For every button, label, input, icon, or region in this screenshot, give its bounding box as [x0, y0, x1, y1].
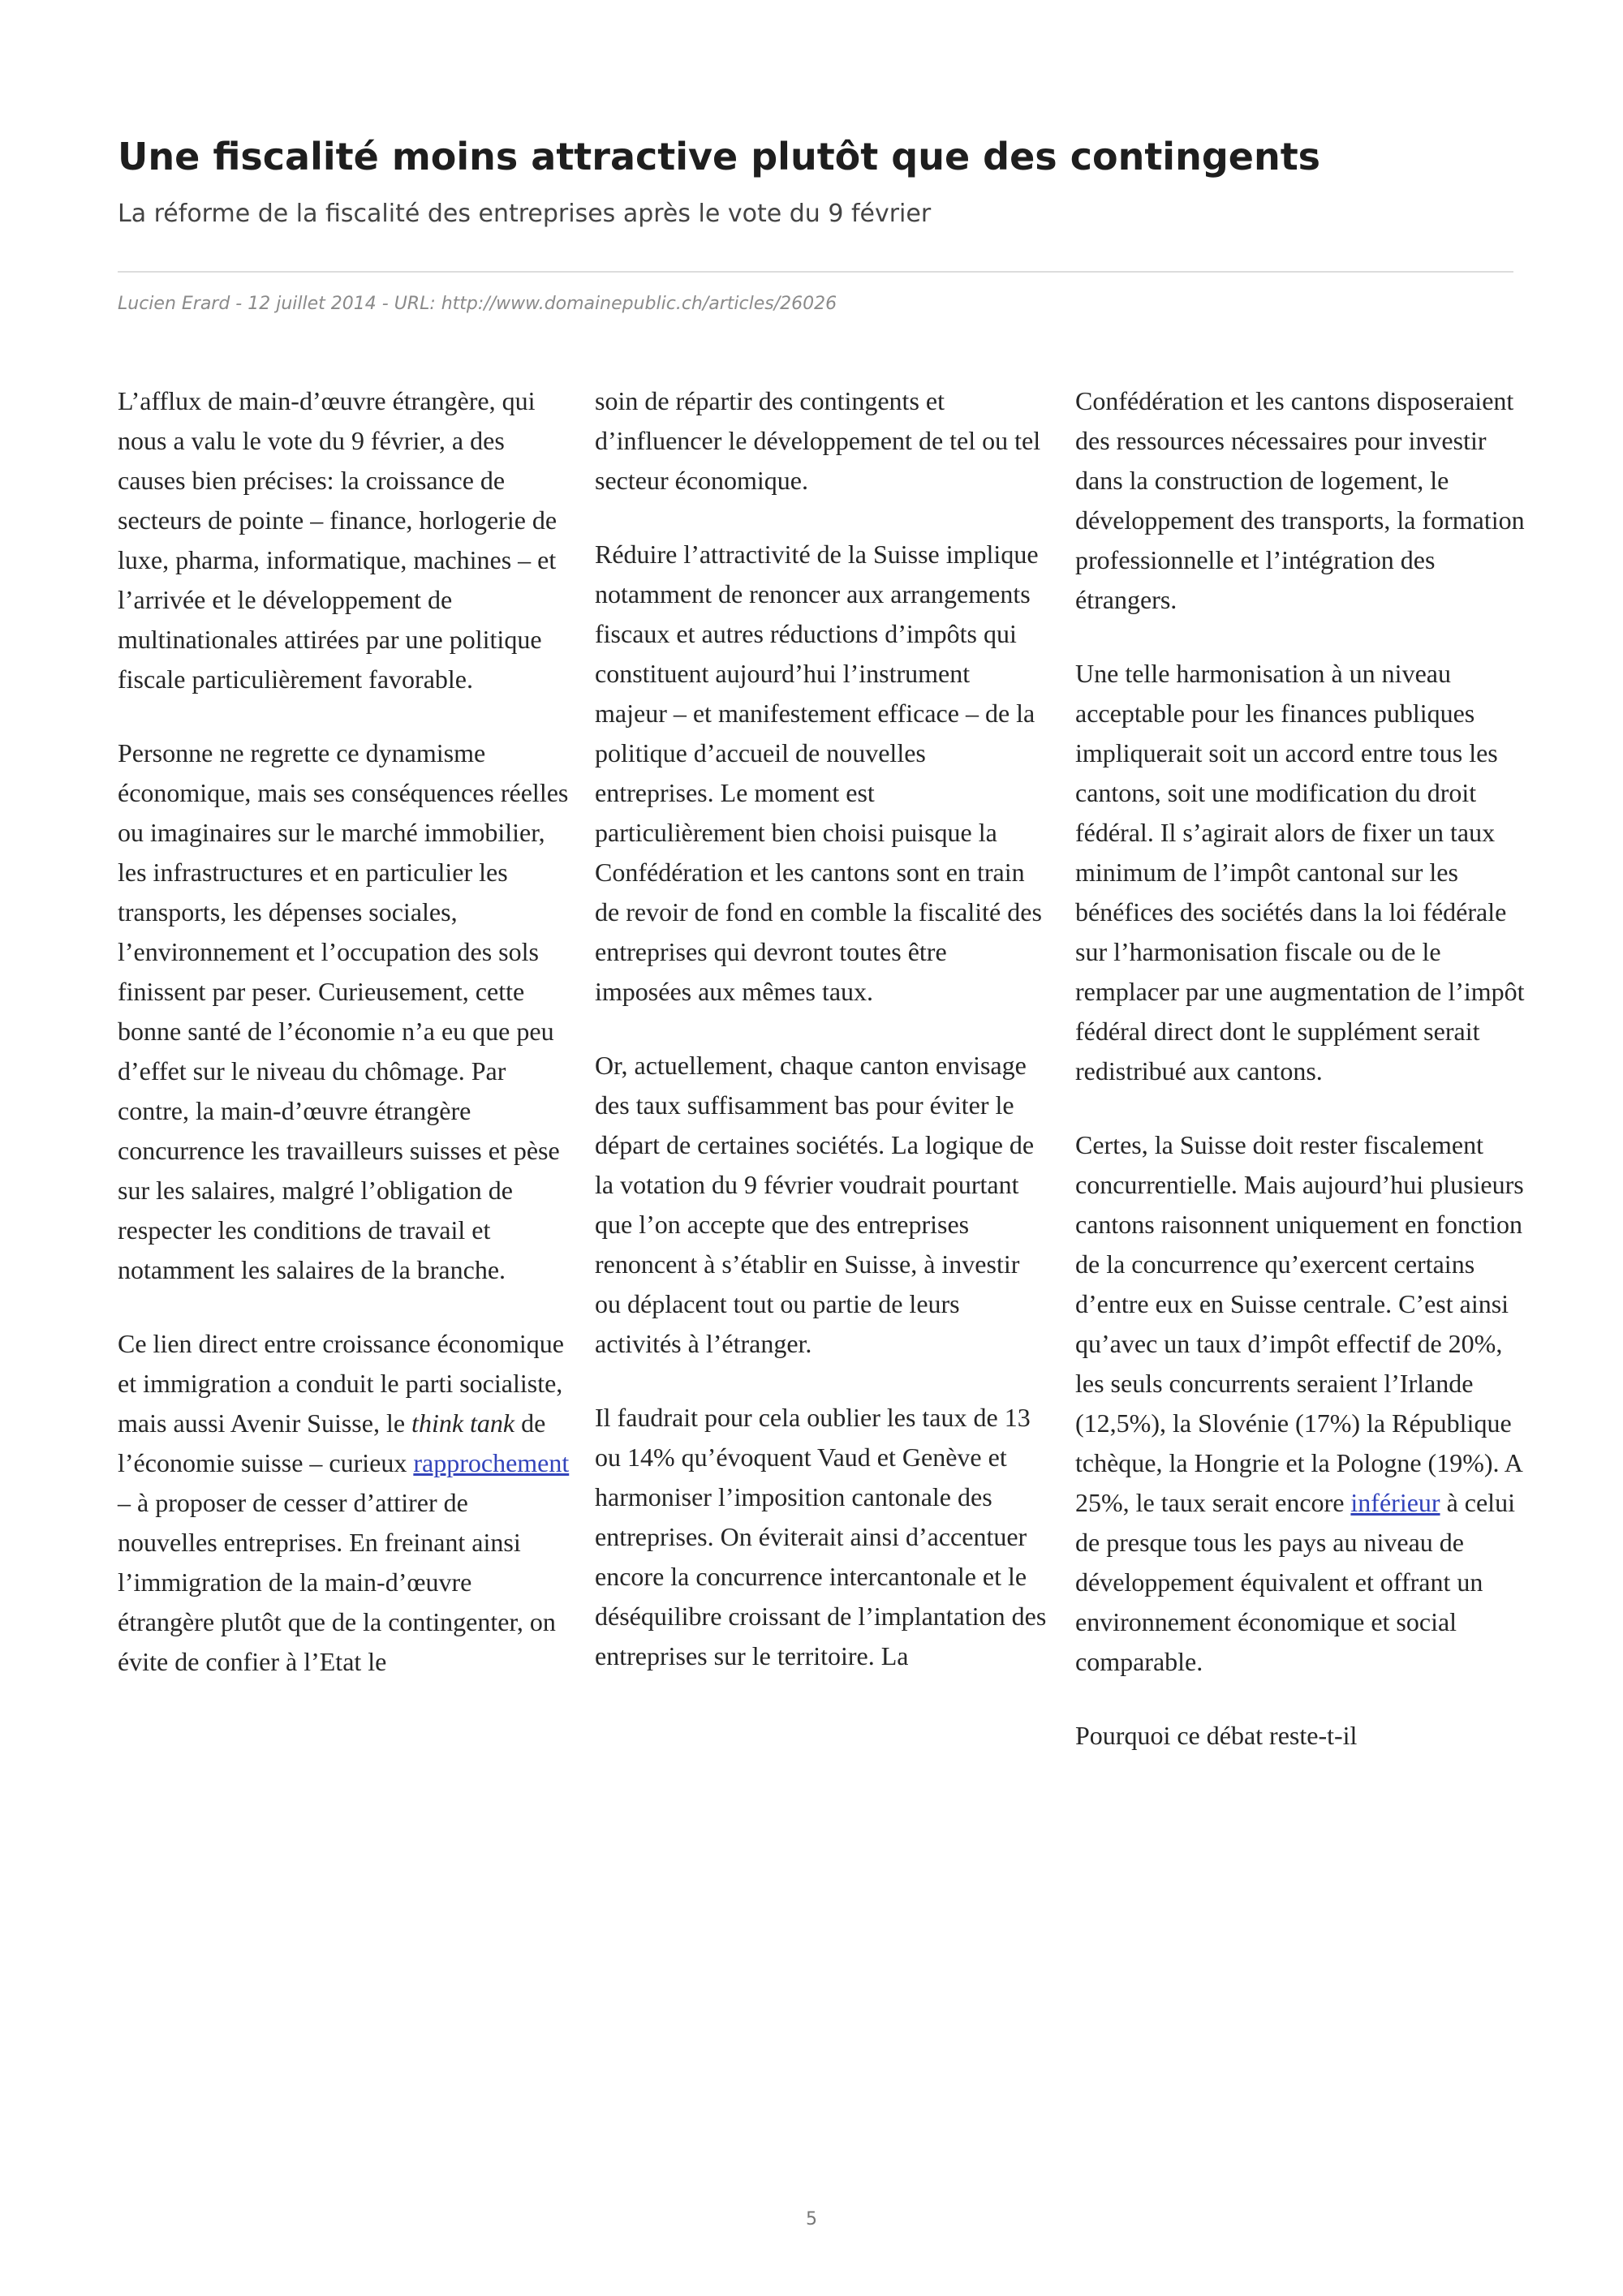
paragraph-3-text-c: – à proposer de cesser d’attirer de nouvelles entreprises. En freinant ainsi l’immigration de la main-d’œuvre étrangère plutôt que de la contingenter, on évite de confier à l’Etat le: [118, 1488, 556, 1676]
page-number: 5: [806, 2209, 817, 2229]
inferieur-link[interactable]: inférieur: [1350, 1488, 1440, 1517]
header-divider: [118, 271, 1513, 273]
article-column-2: [595, 381, 1048, 1676]
paragraph-8-text-a: Certes, la Suisse doit rester fiscalement concurrentielle. Mais aujourd’hui plusieurs cantons raisonnent uniquement en fonction de la concurrence qu’exercent certains d’entre eux en Suisse centrale. C’est ainsi qu’avec un taux d’impôt effectif de 20%, les seuls concurrents seraient l’Irlande (12,5%), la Slovénie (17%) la République tchèque, la Hongrie et la Pologne (19%). A 25%, le taux serait encore: [1075, 1130, 1524, 1517]
paragraph-7: Une telle harmonisation à un niveau acceptable pour les finances publiques impliquerait soit un accord entre tous les cantons, soit une modification du droit fédéral. Il s’agirait alors de fixer un taux minimum de l’impôt cantonal sur les bénéfices des sociétés dans la loi fédérale sur l’harmonisation fiscale ou de le remplacer par une augmentation de l’impôt fédéral direct dont le supplément serait redistribué aux cantons.: [1075, 659, 1525, 1086]
paragraph-9: Pourquoi ce débat reste-t-il: [1075, 1721, 1358, 1750]
paragraph-6: Il faudrait pour cela oublier les taux de 13 ou 14% qu’évoquent Vaud et Genève et harmoniser l’imposition cantonale des entreprises. On éviterait ainsi d’accentuer encore la concurrence intercantonale et le déséquilibre croissant de l’implantation des entreprises sur le territoire. La: [595, 1403, 1047, 1670]
paragraph-4: Réduire l’attractivité de la Suisse implique notamment de renoncer aux arrangements fiscaux et autres réductions d’impôts qui constituent aujourd’hui l’instrument majeur – et manifestement efficace – de la politique d’accueil de nouvelles entreprises. Le moment est particulièrement bien choisi puisque la Confédération et les cantons sont en train de revoir de fond en comble la fiscalité des entreprises qui devront toutes être imposées aux mêmes taux.: [595, 540, 1042, 1006]
paragraph-3-start: [118, 1324, 570, 1682]
article-byline: Lucien Erard - 12 juillet 2014 - URL: http://www.domainepublic.ch/articles/26026: [118, 294, 837, 314]
article-title: Une fiscalité moins attractive plutôt que des contingents: [118, 135, 1321, 178]
paragraph-2: Personne ne regrette ce dynamisme économique, mais ses conséquences réelles ou imaginaires sur le marché immobilier, les infrastructures et en particulier les transports, les dépenses sociales, l’environnement et l’occupation des sols finissent par peser. Curieusement, cette bonne santé de l’économie n’a eu que peu d’effet sur le niveau du chômage. Par contre, la main-d’œuvre étrangère concurrence les travailleurs suisses et pèse sur les salaires, malgré l’obligation de respecter les conditions de travail et notamment les salaires de la branche.: [118, 738, 569, 1284]
article-column-3: [1075, 381, 1528, 1756]
paragraph-5: Or, actuellement, chaque canton envisage des taux suffisamment bas pour éviter le départ de certaines sociétés. La logique de la votation du 9 février voudrait pourtant que l’on accepte que des entreprises renoncent à s’établir en Suisse, à investir ou déplacent tout ou partie de leurs activités à l’étranger.: [595, 1051, 1035, 1358]
paragraph-1: L’afflux de main-d’œuvre étrangère, qui nous a valu le vote du 9 février, a des causes bien précises: la croissance de secteurs de pointe – finance, horlogerie de luxe, pharma, informatique, machines – et l’arrivée et le développement de multinationales attirées par une politique fiscale particulièrement favorable.: [118, 386, 558, 694]
paragraph-3-text-a: Ce lien direct entre croissance économique et immigration a conduit le parti socialiste, mais aussi Avenir Suisse, le: [118, 1329, 564, 1438]
rapprochement-link[interactable]: rapprochement: [413, 1448, 570, 1477]
paragraph-3-text-b: de l’économie suisse – curieux: [118, 1408, 546, 1477]
paragraph-3-emphasis: think tank: [411, 1408, 515, 1438]
article-column-1: [118, 381, 570, 1682]
article-subtitle: La réforme de la fiscalité des entreprises après le vote du 9 février: [118, 200, 932, 228]
paragraph-8-text-b: à celui de presque tous les pays au niveau de développement équivalent et offrant un environnement économique et social comparable.: [1075, 1488, 1515, 1676]
paragraph-6-continued: Confédération et les cantons disposeraient des ressources nécessaires pour investir dans la construction de logement, le développement des transports, la formation professionnelle et l’intégration des étrangers.: [1075, 386, 1525, 614]
paragraph-3-continued: soin de répartir des contingents et d’influencer le développement de tel ou tel secteur économique.: [595, 386, 1041, 495]
paragraph-8: [1075, 1125, 1528, 1682]
